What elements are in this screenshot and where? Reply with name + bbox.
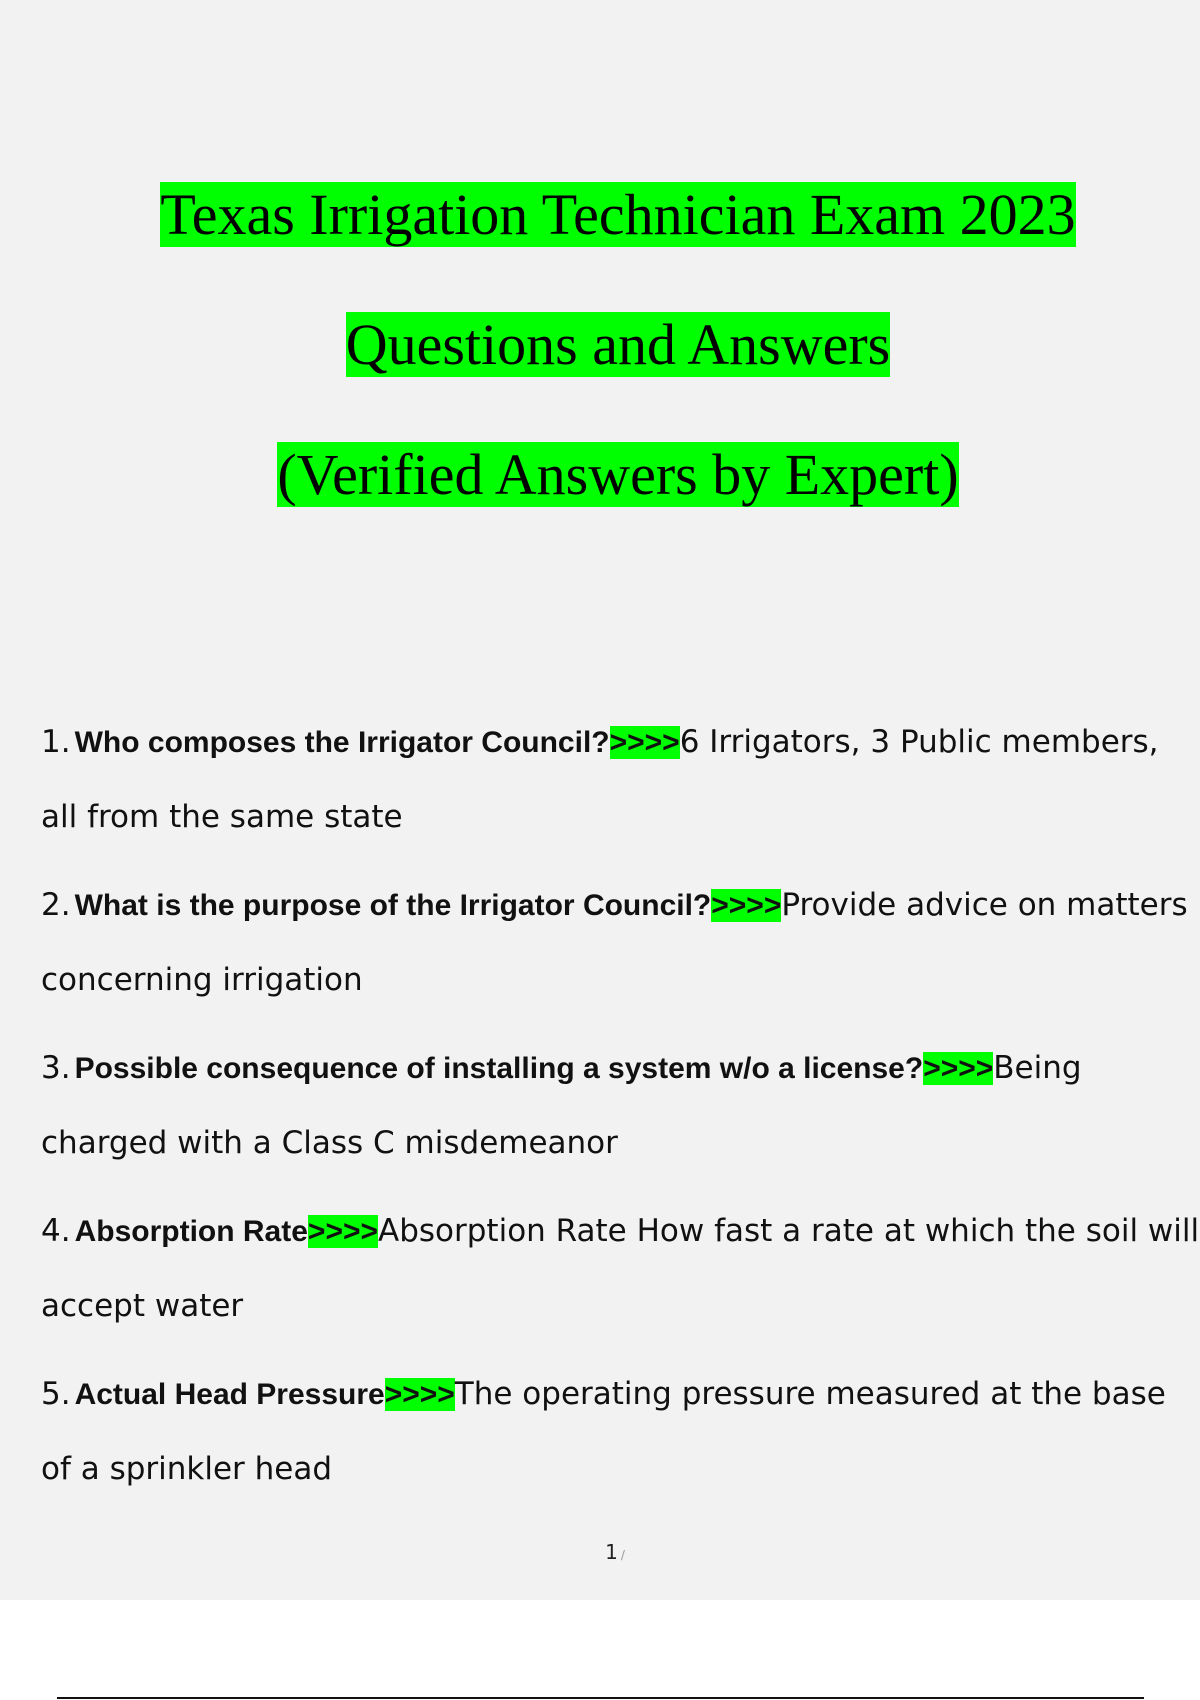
answer-text: Absorption Rate How fast a rate at which the soil will accept water [41, 1213, 1200, 1324]
answer-separator: >>>> [384, 1378, 455, 1411]
item-number: 2. [41, 887, 71, 923]
document-title [0, 180, 1200, 570]
page-number-value: 1 [605, 1540, 618, 1564]
question-text: Possible consequence of installing a system w/o a license? [74, 1052, 924, 1085]
answer-separator: >>>> [307, 1215, 378, 1248]
qa-list [41, 705, 1200, 1520]
title-line-2: Questions and Answers [345, 312, 891, 377]
title-line-1: Texas Irrigation Technician Exam 2023 [160, 182, 1076, 247]
answer-separator: >>>> [609, 726, 680, 759]
item-number: 4. [41, 1213, 71, 1249]
answer-text: 6 Irrigators, 3 Public members, all from the same state [41, 724, 1159, 835]
question-text: Who composes the Irrigator Council? [74, 726, 610, 759]
qa-item-1 [41, 705, 1200, 855]
qa-item-2 [41, 868, 1200, 1018]
page-number [0, 1540, 1200, 1564]
answer-text: Being charged with a Class C misdemeanor [41, 1050, 1082, 1161]
item-number: 1. [41, 724, 71, 760]
item-number: 5. [41, 1376, 71, 1412]
qa-item-3 [41, 1031, 1200, 1181]
answer-text: The operating pressure measured at the base of a sprinkler head [41, 1376, 1166, 1487]
answer-separator: >>>> [711, 889, 782, 922]
item-number: 3. [41, 1050, 71, 1086]
qa-item-4 [41, 1194, 1200, 1344]
question-text: Absorption Rate [74, 1215, 308, 1248]
answer-text: Provide advice on matters concerning irrigation [41, 887, 1188, 998]
footer-divider [57, 1697, 1144, 1699]
question-text: Actual Head Pressure [74, 1378, 385, 1411]
question-text: What is the purpose of the Irrigator Council? [74, 889, 712, 922]
page-number-slash: / [620, 1548, 625, 1562]
answer-separator: >>>> [923, 1052, 994, 1085]
title-line-3: (Verified Answers by Expert) [277, 442, 959, 507]
qa-item-5 [41, 1357, 1200, 1507]
